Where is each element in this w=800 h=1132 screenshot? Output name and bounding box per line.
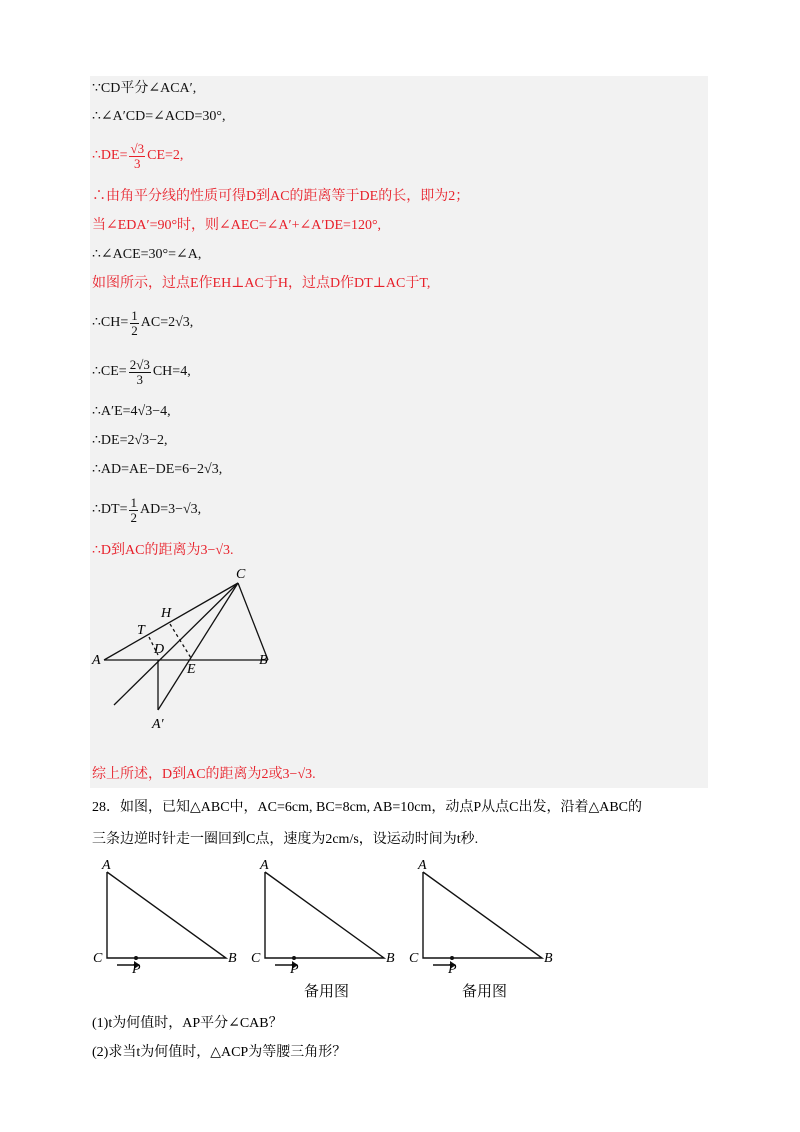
label-E: E: [187, 662, 196, 677]
subquestion-2: (2)求当t为何值时，△ACP为等腰三角形？: [92, 1045, 347, 1060]
triangle-ABC: [423, 872, 542, 958]
solution-line-4: ∴由角平分线的性质可得D到AC的距离等于DE的长，即为2；: [92, 189, 470, 204]
solution-line-3-rhs: CE=2,: [147, 148, 184, 163]
fraction-denominator: 3: [134, 155, 141, 171]
label-P: P: [448, 962, 457, 975]
fraction: [130, 309, 139, 338]
solution-line-10: ∴A′E=4√3−4,: [92, 404, 171, 419]
triangle-ABC: [107, 872, 226, 958]
label-B: B: [259, 653, 268, 668]
fraction-numerator: 1: [131, 307, 138, 323]
solution-line-9-rhs: CH=4,: [152, 364, 191, 379]
solution-line-13-lhs: ∴DT=: [92, 502, 128, 517]
label-B: B: [228, 951, 237, 966]
fraction-denominator: 2: [131, 322, 138, 338]
solution-line-13-rhs: AD=3−√3,: [139, 502, 202, 517]
triangle-ABC: [265, 872, 384, 958]
label-P: P: [132, 962, 141, 975]
triangle-figure-2: [248, 855, 408, 975]
solution-line-5: 当∠EDA′=90°时，则∠AEC=∠A′+∠A′DE=120°,: [92, 218, 382, 233]
label-A: A: [418, 858, 427, 873]
fraction-numerator: 2√3: [129, 356, 150, 372]
triangle-figure-1: [90, 855, 250, 975]
solution-line-3-lhs: ∴DE=: [92, 148, 128, 163]
solution-line-14: ∴D到AC的距离为3−√3.: [92, 543, 234, 558]
question-line-1: 28．如图，已知△ABC中，AC=6cm, BC=8cm, AB=10cm，动点P从点C出发，沿着△ABC的: [92, 800, 643, 815]
solution-line-11: ∴DE=2√3−2,: [92, 433, 168, 448]
solution-line-7: 如图所示，过点E作EH⊥AC于H，过点D作DT⊥AC于T,: [92, 276, 431, 291]
solution-line-8-lhs: ∴CH=: [92, 315, 129, 330]
label-H: H: [161, 606, 172, 621]
spare-figure-caption: 备用图: [304, 982, 350, 1000]
solution-line-6: ∴∠ACE=30°=∠A,: [92, 247, 202, 262]
fraction: [129, 496, 138, 525]
solution-line-8-rhs: AC=2√3,: [140, 315, 194, 330]
fraction-numerator: 1: [130, 494, 137, 510]
triangle-figure-3: [406, 855, 566, 975]
solution-line-13: [92, 490, 201, 530]
segment-CA1: [158, 583, 238, 710]
solution-line-9: [92, 352, 191, 392]
label-B: B: [386, 951, 395, 966]
question-line-2: 三条边逆时针走一圈回到C点，速度为2cm/s，设运动时间为t秒.: [92, 832, 479, 847]
label-T: T: [137, 623, 145, 638]
solution-line-1: ∵CD平分∠ACA′,: [92, 81, 197, 96]
fraction-denominator: 3: [136, 371, 144, 387]
solution-line-8: [92, 303, 193, 343]
spare-figure-caption: 备用图: [462, 982, 508, 1000]
fraction-numerator: √3: [130, 140, 145, 156]
solution-line-12: ∴AD=AE−DE=6−2√3,: [92, 462, 223, 477]
segment-EH-dashed: [170, 624, 191, 658]
label-C: C: [236, 567, 246, 582]
label-A: A: [92, 653, 101, 668]
fraction: [129, 358, 151, 387]
solution-line-3: [92, 136, 183, 176]
label-A: A: [260, 858, 269, 873]
fraction-denominator: 2: [130, 509, 137, 525]
label-C: C: [409, 951, 419, 966]
label-P: P: [290, 962, 299, 975]
point-P: [450, 956, 454, 960]
label-C: C: [251, 951, 261, 966]
geometry-figure-1: [90, 565, 290, 745]
label-A-prime: A′: [152, 717, 164, 732]
fraction: [129, 142, 145, 171]
point-P: [292, 956, 296, 960]
subquestion-1: (1)t为何值时，AP平分∠CAB？: [92, 1016, 283, 1031]
segment-BC: [238, 583, 268, 660]
label-C: C: [93, 951, 103, 966]
solution-line-9-lhs: ∴CE=: [92, 364, 127, 379]
solution-line-2: ∴∠A′CD=∠ACD=30°,: [92, 109, 226, 124]
point-P: [134, 956, 138, 960]
label-B: B: [544, 951, 553, 966]
label-D: D: [154, 642, 165, 657]
label-A: A: [102, 858, 111, 873]
conclusion-line: 综上所述，D到AC的距离为2或3−√3.: [92, 767, 316, 782]
